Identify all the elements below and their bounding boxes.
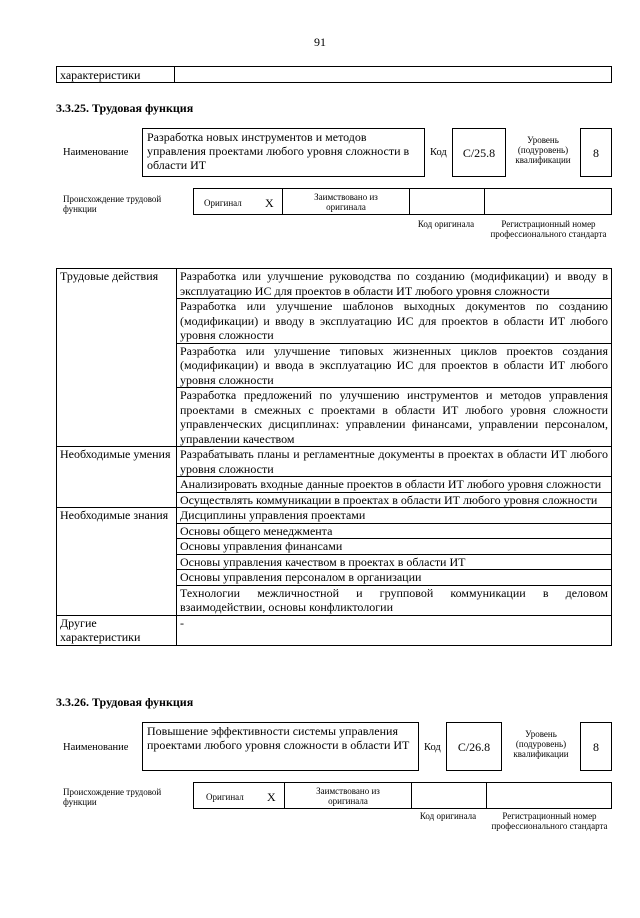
section1-level-label: Уровень (подуровень) квалификации xyxy=(515,135,571,165)
table-row xyxy=(57,447,612,477)
divider xyxy=(284,783,285,808)
table-row xyxy=(57,269,612,299)
other-characteristics-value: - xyxy=(177,615,612,645)
section1-heading: 3.3.25. Трудовая функция xyxy=(56,101,194,115)
top-row-label: характеристики xyxy=(60,68,141,82)
top-row xyxy=(56,66,612,83)
section2-code-value: C/26.8 xyxy=(446,722,502,771)
knowledge-item: Основы управления качеством в проектах в области ИТ xyxy=(177,554,612,570)
knowledge-item: Технологии межличностной и групповой коммуникации в деловом взаимодействии, основы конфликтологии xyxy=(177,585,612,615)
table-row xyxy=(57,508,612,524)
section2-code-original-label: Код оригинала xyxy=(419,811,477,821)
section1-origin-label: Происхождение трудовой функции xyxy=(63,194,162,214)
divider xyxy=(411,783,412,808)
section1-original-label: Оригинал xyxy=(204,198,242,208)
section1-reg-number-label: Регистрационный номер профессионального стандарта xyxy=(490,219,607,239)
knowledge-item: Основы управления финансами xyxy=(177,539,612,555)
section2-origin-box xyxy=(193,782,612,809)
section2-level-value: 8 xyxy=(580,722,612,771)
skill-item: Анализировать входные данные проектов в области ИТ любого уровня сложности xyxy=(177,477,612,493)
section2-name-label: Наименование xyxy=(63,742,129,753)
divider xyxy=(484,189,485,214)
section1-borrowed-label: Заимствовано из оригинала xyxy=(314,192,378,212)
section2-level-label: Уровень (подуровень) квалификации xyxy=(513,729,569,759)
labor-actions-label: Трудовые действия xyxy=(57,269,177,447)
divider xyxy=(486,783,487,808)
section2-origin-label: Происхождение трудовой функции xyxy=(63,787,162,807)
section1-level-value: 8 xyxy=(580,128,612,177)
other-characteristics-label: Другие характеристики xyxy=(57,615,177,645)
labor-action-item: Разработка предложений по улучшению инструментов и методов управления проектами в смежных с проектами в области ИТ любого уровня сложности управленческих дисциплинах: управлении финансами, управлении персоналом, управлении качеством xyxy=(177,388,612,447)
section1-origin-box xyxy=(193,188,612,215)
knowledge-item: Дисциплины управления проектами xyxy=(177,508,612,524)
section2-heading: 3.3.26. Трудовая функция xyxy=(56,695,194,709)
top-row-divider xyxy=(174,67,175,82)
section2-original-label: Оригинал xyxy=(206,792,244,802)
section2-original-mark: X xyxy=(267,790,276,804)
labor-action-item: Разработка или улучшение руководства по созданию (модификации) и вводу в эксплуатацию ИС для проектов в области ИТ любого уровня сложности xyxy=(177,269,612,299)
labor-action-item: Разработка или улучшение типовых жизненных циклов проектов создания (модификации) и ввода в эксплуатацию ИС для проектов в области ИТ любого уровня сложности xyxy=(177,343,612,388)
section1-name-value: Разработка новых инструментов и методов управления проектами любого уровня сложности в области ИТ xyxy=(142,128,425,177)
page-number: 91 xyxy=(314,35,326,49)
skill-item: Осуществлять коммуникации в проектах в области ИТ любого уровня сложности xyxy=(177,492,612,508)
divider xyxy=(409,189,410,214)
skill-item: Разрабатывать планы и регламентные документы в проектах в области ИТ любого уровня сложности xyxy=(177,447,612,477)
section2-borrowed-label: Заимствовано из оригинала xyxy=(316,786,380,806)
section2-code-label: Код xyxy=(424,742,441,753)
labor-action-item: Разработка или улучшение шаблонов выходных документов по созданию (модификации) и вводу в эксплуатацию ИС для проектов в области ИТ любого уровня сложности xyxy=(177,299,612,344)
section2-reg-number-label: Регистрационный номер профессионального стандарта xyxy=(491,811,608,831)
skills-label: Необходимые умения xyxy=(57,447,177,508)
section1-code-value: C/25.8 xyxy=(452,128,506,177)
knowledge-item: Основы управления персоналом в организации xyxy=(177,570,612,586)
knowledge-label: Необходимые знания xyxy=(57,508,177,616)
section1-original-mark: X xyxy=(265,196,274,210)
divider xyxy=(282,189,283,214)
section1-code-original-label: Код оригинала xyxy=(417,219,475,229)
section2-name-value: Повышение эффективности системы управления проектами любого уровня сложности в области ИТ xyxy=(142,722,419,771)
section1-code-label: Код xyxy=(430,147,447,158)
function-details-table xyxy=(56,268,612,646)
section1-name-label: Наименование xyxy=(63,147,129,158)
knowledge-item: Основы общего менеджмента xyxy=(177,523,612,539)
table-row xyxy=(57,615,612,645)
